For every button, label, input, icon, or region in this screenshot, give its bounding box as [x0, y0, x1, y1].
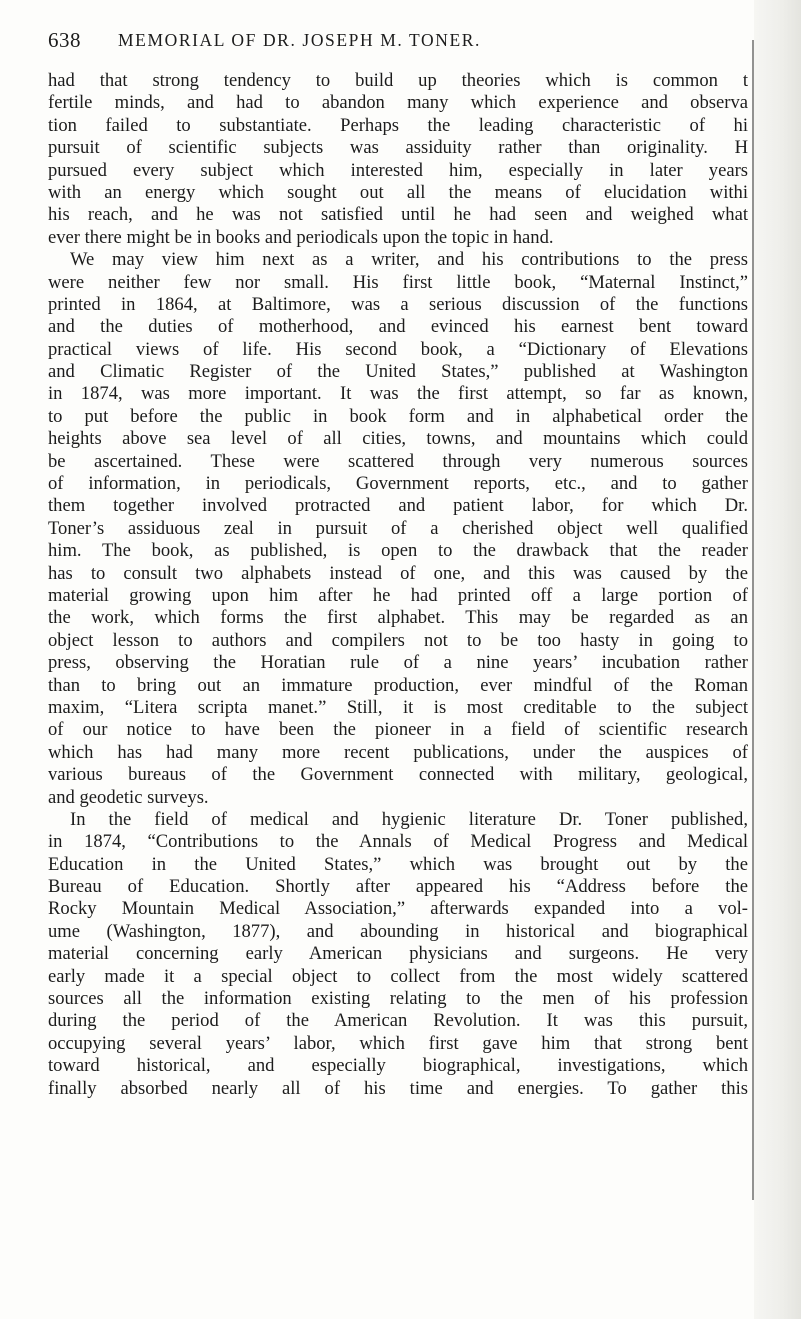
text-line: and geodetic surveys. [48, 786, 209, 808]
text-line: finally absorbed nearly all of his time and energies. To gather this [48, 1077, 748, 1099]
text-line: and the duties of motherhood, and evinced his earnest bent toward [48, 316, 748, 338]
text-line: object lesson to authors and compilers not to be too hasty in going to [48, 629, 748, 651]
page-number: 638 [48, 28, 81, 52]
text-line: were neither few nor small. His first little book, “Maternal Instinct,” [48, 271, 748, 293]
text-line: Toner’s assiduous zeal in pursuit of a cherished object well qualified [48, 517, 748, 539]
text-line: in 1874, was more important. It was the first attempt, so far as known, [48, 383, 748, 405]
text-line: We may view him next as a writer, and his contributions to the press [70, 249, 748, 271]
text-line: material growing upon him after he had printed off a large portion of [48, 584, 748, 606]
text-line: Bureau of Education. Shortly after appeared his “Address before the [48, 876, 748, 898]
text-line: early made it a special object to collect from the most widely scattered [48, 965, 748, 987]
text-line: has to consult two alphabets instead of one, and this was caused by the [48, 562, 748, 584]
text-line: practical views of life. His second book, a “Dictionary of Elevations [48, 338, 748, 360]
text-line: printed in 1864, at Baltimore, was a serious discussion of the functions [48, 293, 748, 315]
text-line: than to bring out an immature production, ever mindful of the Roman [48, 674, 748, 696]
text-line: various bureaus of the Government connected with military, geological, [48, 764, 748, 786]
text-line: of information, in periodicals, Government reports, etc., and to gather [48, 473, 748, 495]
text-line: during the period of the American Revolution. It was this pursuit, [48, 1010, 748, 1032]
text-line: be ascertained. These were scattered through very numerous sources [48, 450, 748, 472]
text-line: In the field of medical and hygienic literature Dr. Toner published, [70, 808, 748, 830]
text-line: him. The book, as published, is open to the drawback that the reader [48, 540, 748, 562]
text-line: tion failed to substantiate. Perhaps the leading characteristic of hi [48, 114, 748, 136]
text-line: his reach, and he was not satisfied until he had seen and weighed what [48, 204, 748, 226]
text-line: maxim, “Litera scripta manet.” Still, it is most creditable to the subject [48, 696, 748, 718]
text-line: had that strong tendency to build up theories which is common t [48, 70, 748, 91]
text-line: Education in the United States,” which was brought out by the [48, 853, 748, 875]
text-line: and Climatic Register of the United States,” published at Washington [48, 361, 748, 383]
text-line: heights above sea level of all cities, towns, and mountains which could [48, 428, 748, 450]
running-head: MEMORIAL OF DR. JOSEPH M. TONER. [118, 30, 482, 50]
text-line: sources all the information existing relating to the men of his profession [48, 988, 748, 1010]
text-line: pursuit of scientific subjects was assiduity rather than originality. H [48, 137, 748, 159]
text-line: pursued every subject which interested him, especially in later years [48, 159, 748, 181]
page-header [48, 26, 728, 56]
text-line: with an energy which sought out all the means of elucidation withi [48, 181, 748, 203]
text-line: Rocky Mountain Medical Association,” afterwards expanded into a vol- [48, 898, 748, 920]
text-line: which has had many more recent publications, under the auspices of [48, 741, 748, 763]
text-line: ume (Washington, 1877), and abounding in historical and biographical [48, 920, 748, 942]
text-line: to put before the public in book form and in alphabetical order the [48, 405, 748, 427]
page-gutter-line [752, 40, 754, 1200]
text-line: press, observing the Horatian rule of a nine years’ incubation rather [48, 652, 748, 674]
body-text [48, 70, 748, 1100]
text-line: occupying several years’ labor, which first gave him that strong bent [48, 1032, 748, 1054]
text-line: material concerning early American physicians and surgeons. He very [48, 943, 748, 965]
text-line: ever there might be in books and periodicals upon the topic in hand. [48, 226, 554, 248]
text-line: the work, which forms the first alphabet. This may be regarded as an [48, 607, 748, 629]
text-line: toward historical, and especially biographical, investigations, which [48, 1055, 748, 1077]
page-binding-edge [754, 0, 801, 1319]
text-line: fertile minds, and had to abandon many which experience and observa [48, 92, 748, 114]
text-line: of our notice to have been the pioneer in a field of scientific research [48, 719, 748, 741]
text-line: them together involved protracted and patient labor, for which Dr. [48, 495, 748, 517]
text-line: in 1874, “Contributions to the Annals of Medical Progress and Medical [48, 831, 748, 853]
